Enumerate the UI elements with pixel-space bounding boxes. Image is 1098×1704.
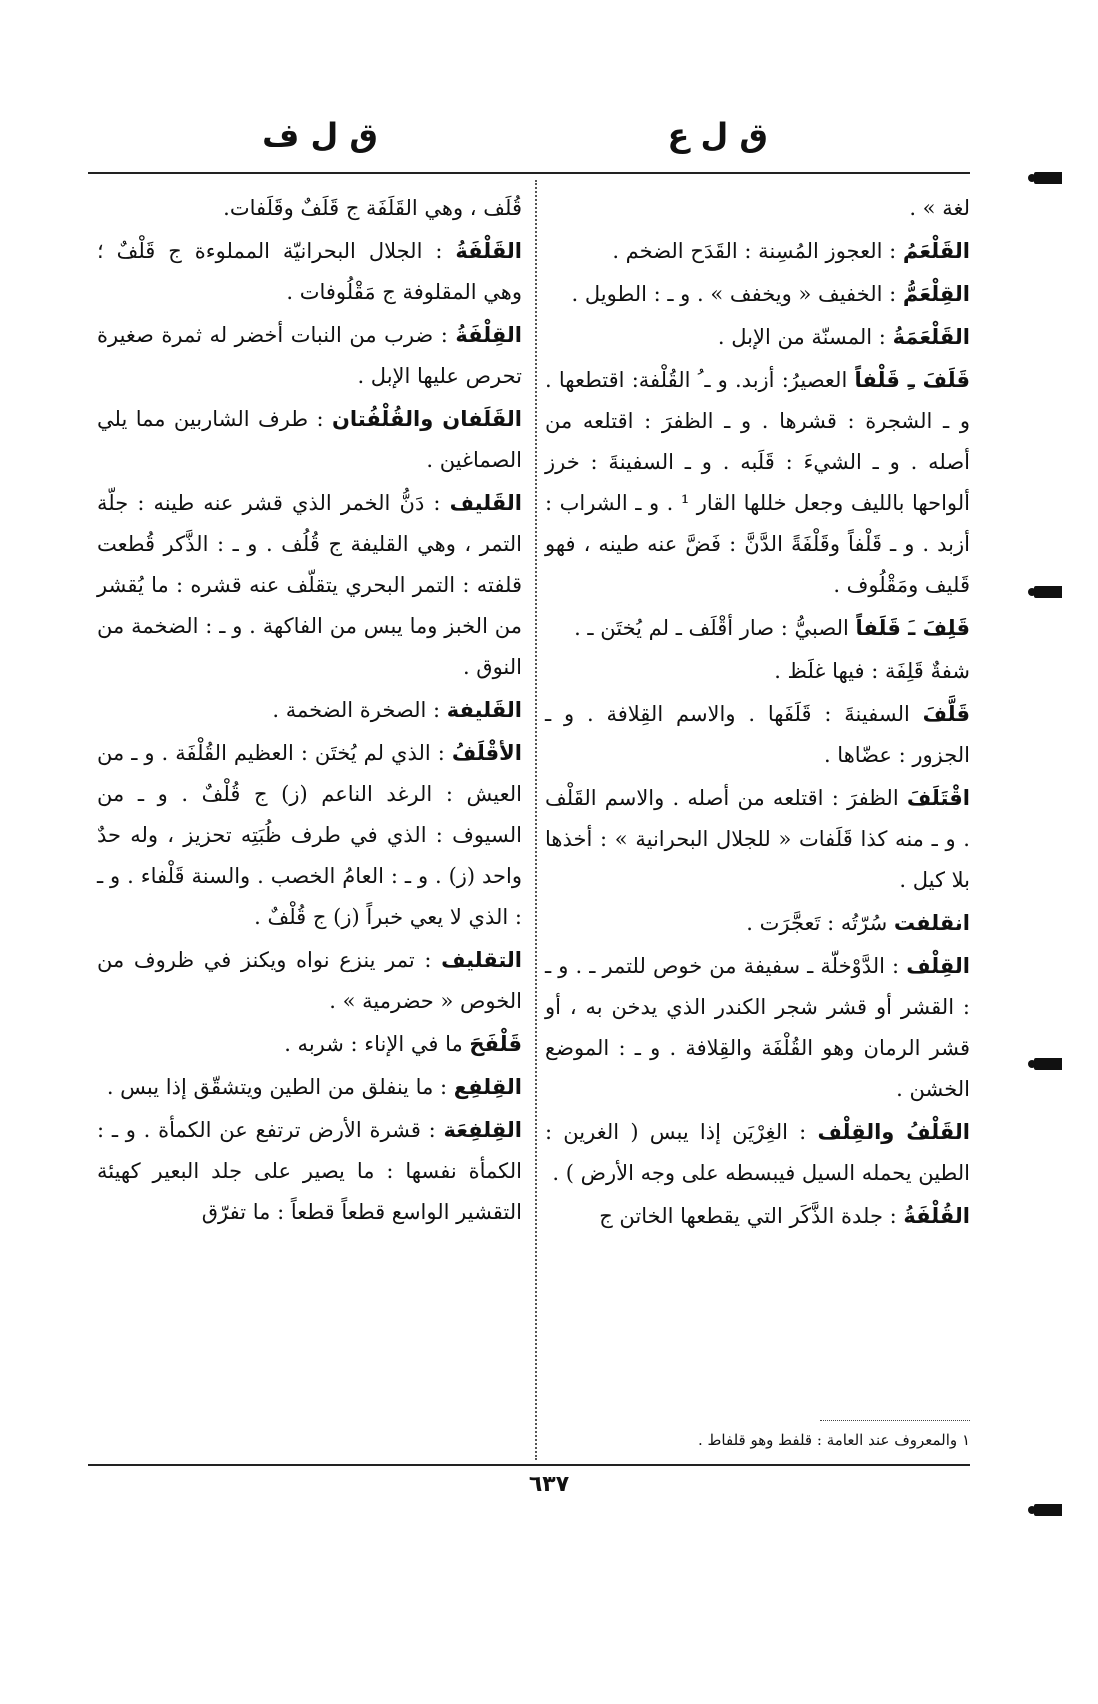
entry-headword: اقْتَلَفَ: [906, 786, 970, 810]
entry-definition: : الجلال البحرانيّة المملوءة ج قَلْفٌ ؛ وهي المقلوفة ج مَقْلُوفات .: [97, 239, 522, 304]
entry-definition: الظفرَ : اقتلعه من أصله . والاسم القَلْف . و ـ منه كذا قَلَفات « للجلال البحرانية » : أخذها بلا كيل .: [545, 786, 970, 892]
entry-headword: قَلَفَ ـِ قَلْفاً: [854, 368, 970, 392]
entry-headword: القَلْعَمَةُ: [892, 325, 970, 349]
footnote-rule: [820, 1420, 970, 1421]
entry-headword: قَلَّفَ: [922, 702, 970, 726]
entry-headword: القَلْفَةُ: [455, 239, 523, 263]
entry-headword: القِلفِعَة: [443, 1118, 522, 1142]
entry-headword: القَلْفُ والقِلْف: [817, 1120, 970, 1144]
entry-definition: : جلدة الذَّكَر التي يقطعها الخاتن ج: [599, 1204, 897, 1228]
entry-definition: : ضرب من النبات أخضر له ثمرة صغيرة تحرص عليها الإبل .: [97, 323, 522, 388]
dictionary-entry: [545, 694, 970, 776]
dictionary-entry: [545, 903, 970, 944]
running-head-left: ق ل ف: [262, 116, 378, 154]
entry-definition: ما في الإناء : شربه .: [284, 1032, 463, 1056]
entry-definition: : طرف الشاربين مما يلي الصماغين .: [97, 407, 522, 472]
left-column: [97, 188, 522, 1235]
entry-definition: لغة » .: [909, 196, 970, 220]
entry-definition: : تمر ينزع نواه ويكنز في ظروف من الخوص « حضرمية » .: [97, 948, 522, 1013]
running-head-right: ق ل ع: [667, 116, 768, 154]
column-divider: [535, 180, 537, 1460]
dictionary-entry: [97, 399, 522, 481]
entry-definition: الصبيُّ : صار أقْلَف ـ لم يُختَن ـ .: [574, 616, 849, 640]
entry-headword: انقلفت: [893, 911, 970, 935]
edge-tab-mark: [1034, 1058, 1062, 1070]
entry-headword: القُلْفَةُ: [903, 1204, 970, 1228]
dictionary-entry: [545, 651, 970, 692]
entry-headword: القِلْفَةُ: [455, 323, 522, 347]
dictionary-entry: [545, 231, 970, 272]
page-number: ٦٣٧: [528, 1472, 570, 1497]
footnote: ١ والمعروف عند العامة : قلفط وهو قلفاط .: [698, 1431, 970, 1449]
entry-headword: القَلْعَمُ: [902, 239, 970, 263]
entry-headword: الأقْلَفُ: [451, 741, 522, 765]
dictionary-entry: [97, 483, 522, 688]
entry-headword: القَلَفان والقُلْفُتان: [331, 407, 522, 431]
entry-definition: : الذي لم يُختَن : العظيم القُلْفَة . و ـ من العيش : الرغد الناعم (ز) ج قُلْفٌ . و ـ من السيوف : الذي في طرف ظُبَتِه تحزيز ، وله حدٌ واحد (ز) . و ـ : العامُ الخصب . والسنة قَلْفاء . و ـ : الذي لا يعي خبراً (ز) ج قُلْفٌ .: [97, 741, 522, 929]
dictionary-entry: [97, 1024, 522, 1065]
entry-definition: : الغِرْيَن إذا يبس ( الغرين : الطين يحمله السيل فيبسطه على وجه الأرض ) .: [545, 1120, 970, 1185]
edge-tab-mark: [1034, 586, 1062, 598]
entry-definition: : العجوز المُسِنة : القَدَح الضخم .: [612, 239, 897, 263]
dictionary-entry: [545, 1112, 970, 1194]
edge-tab-mark: [1034, 1504, 1062, 1516]
dictionary-entry: [545, 778, 970, 901]
dictionary-entry: [545, 608, 970, 649]
entry-definition: : الصخرة الضخمة .: [272, 698, 441, 722]
entry-headword: التقليف: [441, 948, 522, 972]
right-column: [545, 188, 970, 1239]
dictionary-entry: [545, 360, 970, 606]
entry-definition: قُلَف ، وهي القَلَفَة ج قَلَفٌ وقَلَفات.: [223, 196, 522, 220]
entry-definition: سُرّتُه : تَعجَّرَت .: [746, 911, 888, 935]
dictionary-entry: [97, 231, 522, 313]
dictionary-entry: [97, 315, 522, 397]
entry-headword: القَليف: [449, 491, 522, 515]
footer-rule: [88, 1464, 970, 1466]
entry-headword: القِلفِع: [453, 1075, 522, 1099]
entry-definition: : الدَّوْخلّة ـ سفيفة من خوص للتمر ـ . و ـ : القشر أو قشر شجر الكندر الذي يدخن به ، أو قشر الرمان وهو القُلْفَة والقِلافة . و ـ : الموضع الخشن .: [545, 954, 970, 1101]
dictionary-entry: [97, 188, 522, 229]
entry-definition: : دَنُّ الخمر الذي قشر عنه طينه : جلّة التمر ، وهي القليفة ج قُلُف . و ـ : الذَّكر قُطعت قلفته : التمر البحري يتقلّف عنه قشره : ما يُقشر من الخبز وما يبس من الفاكهة . و ـ : الضخمة من النوق .: [97, 491, 522, 679]
entry-headword: قَلْفَحَ: [469, 1032, 522, 1056]
dictionary-entry: [545, 188, 970, 229]
dictionary-entry: [97, 1110, 522, 1233]
dictionary-entry: [545, 946, 970, 1110]
entry-headword: قَلِفَ ـَ قَلَفاً: [855, 616, 970, 640]
entry-definition: : ما ينفلق من الطين ويتشقّق إذا يبس .: [106, 1075, 448, 1099]
entry-headword: القِلْعَمُّ: [902, 282, 970, 306]
entry-definition: السفينةَ : قَلَفَها . والاسم القِلافة . و ـ الجزور : عضّاها .: [545, 702, 970, 767]
entry-definition: : الخفيف « ويخفف » . و ـ : الطويل .: [571, 282, 897, 306]
entry-definition: : المسنّة من الإبل .: [717, 325, 886, 349]
entry-definition: شفةٌ قَلِفَة : فيها غلَظ .: [774, 659, 970, 683]
dictionary-entry: [97, 1067, 522, 1108]
entry-definition: : قشرة الأرض ترتفع عن الكمأة . و ـ : الكمأة نفسها : ما يصير على جلد البعير كهيئة التقشير الواسع قطعاً قطعاً : ما تفرّق: [97, 1118, 522, 1224]
dictionary-entry: [545, 1196, 970, 1237]
entry-definition: العصيرُ: أزبد. و ـ ُ القُلْفة: اقتطعها . و ـ الشجرة : قشرها . و ـ الظفرَ : اقتلعه من أصله . و ـ الشيءَ : قَلَبه . و ـ السفينةَ : خرز ألواحها بالليف وجعل خللها القار ¹ . و ـ الشراب : أزبد . و ـ قَلْفاً وقَلْفَةً الدَّنَّ : فَضَّ عنه طينه ، فهو قَليف ومَقْلُوف .: [545, 368, 970, 597]
dictionary-entry: [97, 690, 522, 731]
dictionary-entry: [97, 733, 522, 938]
dictionary-entry: [545, 274, 970, 315]
edge-tab-mark: [1034, 172, 1062, 184]
header-rule: [88, 172, 970, 174]
dictionary-entry: [97, 940, 522, 1022]
entry-headword: القَليفة: [446, 698, 522, 722]
entry-headword: القِلْف: [906, 954, 970, 978]
dictionary-entry: [545, 317, 970, 358]
